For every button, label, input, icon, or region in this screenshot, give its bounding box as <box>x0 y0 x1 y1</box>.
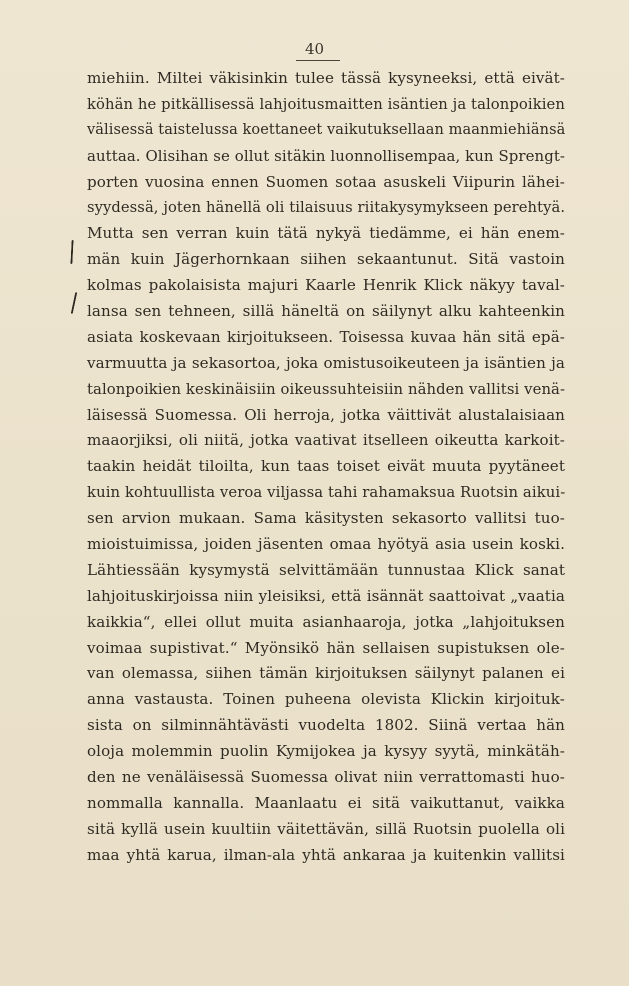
margin-pencil-mark <box>70 240 73 264</box>
text-line: asiata koskevaan kirjoitukseen. Toisessa kuvaa hän sitä epä- <box>87 327 565 346</box>
body-text <box>87 66 565 869</box>
text-line: sitä kyllä usein kuultiin väitettävän, sillä Ruotsin puolella oli <box>87 819 565 838</box>
text-line: maa yhtä karua, ilman-ala yhtä ankaraa ja kuitenkin vallitsi <box>87 845 565 864</box>
text-line: köhän he pitkällisessä lahjoitusmaitten isäntien ja talonpoikien <box>87 95 565 113</box>
text-line: sista on silminnähtävästi vuodelta 1802. Siinä vertaa hän <box>87 716 565 735</box>
text-line: nommalla kannalla. Maanlaatu ei sitä vaikuttanut, vaikka <box>87 793 565 812</box>
text-line: varmuutta ja sekasortoa, joka omistusoikeuteen ja isäntien ja <box>87 353 565 372</box>
text-line: lahjoituskirjoissa niin yleisiksi, että isännät saattoivat „vaatia <box>87 586 565 605</box>
text-line: lansa sen tehneen, sillä häneltä on säilynyt alku kahteenkin <box>87 302 565 321</box>
text-line: taakin heidät tiloilta, kun taas toiset eivät muuta pyytäneet <box>87 457 565 476</box>
text-line: läisessä Suomessa. Oli herroja, jotka väittivät alustalaisiaan <box>87 405 565 424</box>
text-line: oloja molemmin puolin Kymijokea ja kysyy syytä, minkätäh- <box>87 742 565 761</box>
text-line: van olemassa, siihen tämän kirjoituksen säilynyt palanen ei <box>87 664 565 683</box>
text-line: anna vastausta. Toinen puheena olevista Klickin kirjoituk- <box>87 690 565 709</box>
text-line: mioistuimissa, joiden jäsenten omaa hyötyä asia usein koski. <box>87 535 565 554</box>
text-line: voimaa supistivat.“ Myönsikö hän sellaisen supistuksen ole- <box>87 638 565 657</box>
page-number: 40 <box>304 40 325 58</box>
text-line: miehiin. Miltei väkisinkin tulee tässä kysyneeksi, että eivät- <box>87 69 565 87</box>
text-line: Lähtiessään kysymystä selvittämään tunnustaa Klick sanat <box>87 560 565 579</box>
text-line: maaorjiksi, oli niitä, jotka vaativat itselleen oikeutta karkoit- <box>87 431 565 450</box>
text-line: porten vuosina ennen Suomen sotaa asuskeli Viipurin lähei- <box>87 172 565 191</box>
text-line: välisessä taistelussa koettaneet vaikutuksellaan maanmiehiänsä <box>87 121 566 138</box>
text-line: män kuin Jägerhornkaan siihen sekaantunut. Sitä vastoin <box>87 250 565 269</box>
text-line: auttaa. Olisihan se ollut sitäkin luonnollisempaa, kun Sprengt- <box>87 146 566 165</box>
text-line: den ne venäläisessä Suomessa olivat niin verrattomasti huo- <box>87 768 565 787</box>
text-line: kolmas pakolaisista majuri Kaarle Henrik Klick näkyy taval- <box>87 276 565 295</box>
text-line: syydessä, joten hänellä oli tilaisuus riitakysymykseen perehtyä. <box>87 199 566 217</box>
text-line: kaikkia“, ellei ollut muita asianhaaroja, jotka „lahjoituksen <box>87 612 565 631</box>
page-number-rule <box>296 60 340 61</box>
margin-pencil-mark <box>71 292 78 314</box>
text-line: Mutta sen verran kuin tätä nykyä tiedämme, ei hän enem- <box>87 224 565 243</box>
text-line: sen arvion mukaan. Sama käsitysten sekasorto vallitsi tuo- <box>87 509 565 528</box>
text-line: kuin kohtuullista veroa viljassa tahi rahamaksua Ruotsin aikui- <box>87 484 566 502</box>
text-line: talonpoikien keskinäisiin oikeussuhteisiin nähden vallitsi venä- <box>87 380 566 398</box>
